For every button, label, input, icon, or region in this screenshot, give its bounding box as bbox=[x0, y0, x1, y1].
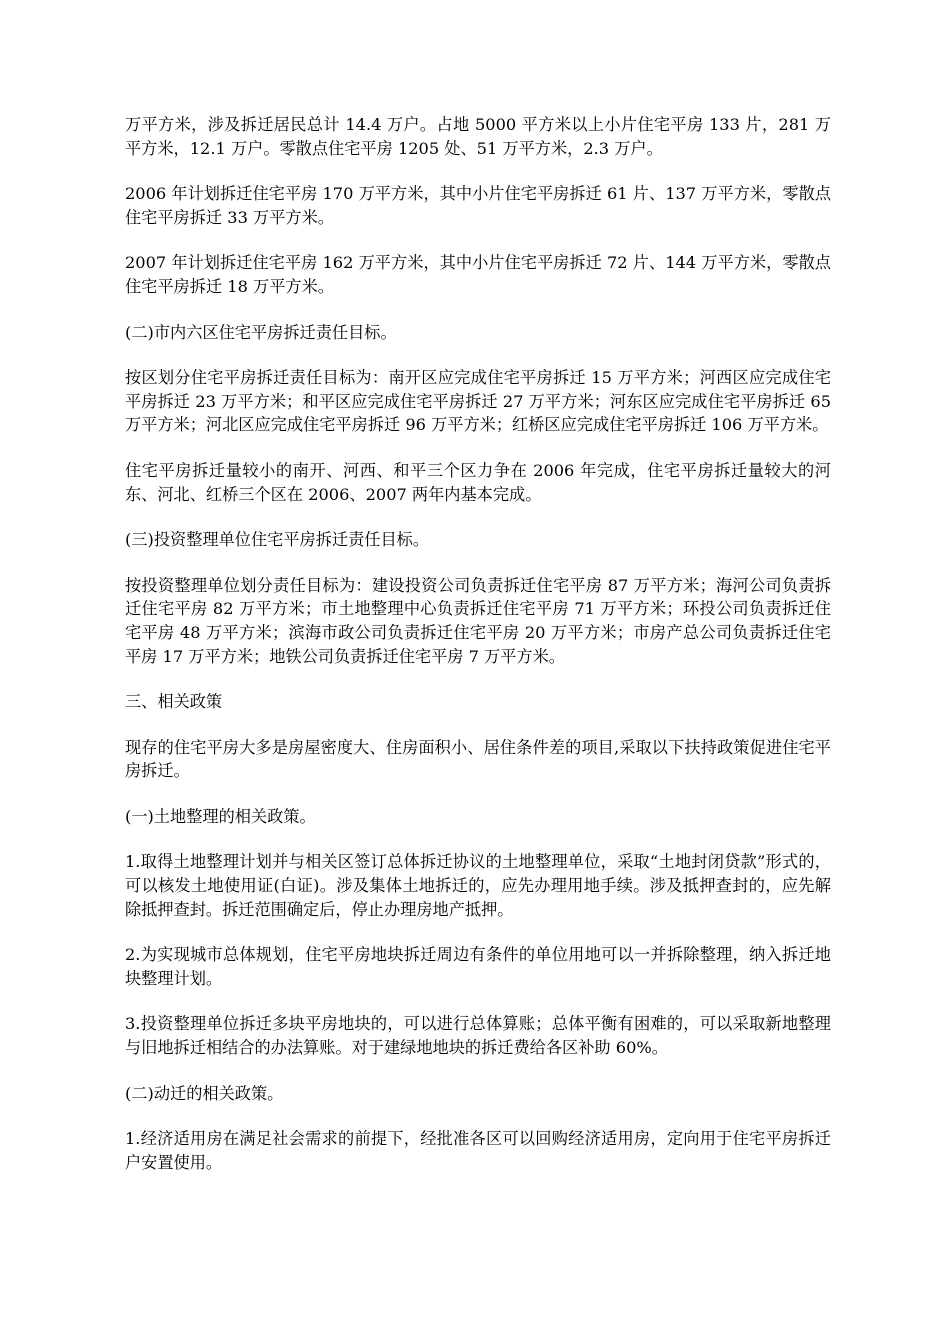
paragraph-relocation-policy-1: 1.经济适用房在满足社会需求的前提下，经批准各区可以回购经济适用房，定向用于住宅平房拆迁户安置使用。 bbox=[125, 1129, 831, 1172]
paragraph-2006-plan: 2006 年计划拆迁住宅平房 170 万平方米，其中小片住宅平房拆迁 61 片、137 万平方米，零散点住宅平房拆迁 33 万平方米。 bbox=[125, 184, 831, 227]
section-heading-investment-units: (三)投资整理单位住宅平房拆迁责任目标。 bbox=[125, 530, 430, 550]
paragraph-district-targets: 按区划分住宅平房拆迁责任目标为：南开区应完成住宅平房拆迁 15 万平方米；河西区应完成住宅平房拆迁 23 万平方米；和平区应完成住宅平房拆迁 27 万平方米；河东区应完成住宅平房拆迁 65 万平方米；河北区应完成住宅平房拆迁 96 万平方米；红桥区应完成住宅平房拆迁 106 万平方米。 bbox=[125, 368, 831, 435]
paragraph-summary-totals: 万平方米，涉及拆迁居民总计 14.4 万户。占地 5000 平方米以上小片住宅平房 133 片，281 万平方米，12.1 万户。零散点住宅平房 1205 处、51 万平方米，2.3 万户。 bbox=[125, 115, 831, 158]
section-heading-six-districts: (二)市内六区住宅平房拆迁责任目标。 bbox=[125, 322, 397, 342]
section-heading-land-policies: (一)土地整理的相关政策。 bbox=[125, 806, 316, 826]
paragraph-district-schedule: 住宅平房拆迁量较小的南开、河西、和平三个区力争在 2006 年完成，住宅平房拆迁量较大的河东、河北、红桥三个区在 2006、2007 两年内基本完成。 bbox=[125, 460, 831, 504]
paragraph-policy-intro: 现存的住宅平房大多是房屋密度大、住房面积小、居住条件差的项目,采取以下扶持政策促进住宅平房拆迁。 bbox=[125, 737, 831, 781]
section-heading-relocation-policies: (二)动迁的相关政策。 bbox=[125, 1083, 284, 1103]
paragraph-land-policy-3: 3.投资整理单位拆迁多块平房地块的，可以进行总体算账；总体平衡有困难的，可以采取新地整理与旧地拆迁相结合的办法算账。对于建绿地地块的拆迁费给各区补助 60%。 bbox=[125, 1014, 831, 1058]
paragraph-2007-plan: 2007 年计划拆迁住宅平房 162 万平方米，其中小片住宅平房拆迁 72 片、144 万平方米，零散点住宅平房拆迁 18 万平方米。 bbox=[125, 253, 831, 296]
section-heading-related-policies: 三、相关政策 bbox=[125, 692, 223, 712]
document-body bbox=[125, 113, 831, 1196]
paragraph-land-policy-1: 1.取得土地整理计划并与相关区签订总体拆迁协议的土地整理单位，采取“土地封闭贷款”形式的，可以核发土地使用证(白证)。涉及集体土地拆迁的，应先办理用地手续。涉及抵押查封的，应先解除抵押查封。拆迁范围确定后，停止办理房地产抵押。 bbox=[125, 852, 831, 919]
paragraph-land-policy-2: 2.为实现城市总体规划，住宅平房地块拆迁周边有条件的单位用地可以一并拆除整理，纳入拆迁地块整理计划。 bbox=[125, 945, 831, 988]
paragraph-investment-targets: 按投资整理单位划分责任目标为：建设投资公司负责拆迁住宅平房 87 万平方米；海河公司负责拆迁住宅平房 82 万平方米；市土地整理中心负责拆迁住宅平房 71 万平方米；环投公司负责拆迁住宅平房 48 万平方米；滨海市政公司负责拆迁住宅平房 20 万平方米；市房产总公司负责拆迁住宅平房 17 万平方米；地铁公司负责拆迁住宅平房 7 万平方米。 bbox=[125, 575, 831, 666]
